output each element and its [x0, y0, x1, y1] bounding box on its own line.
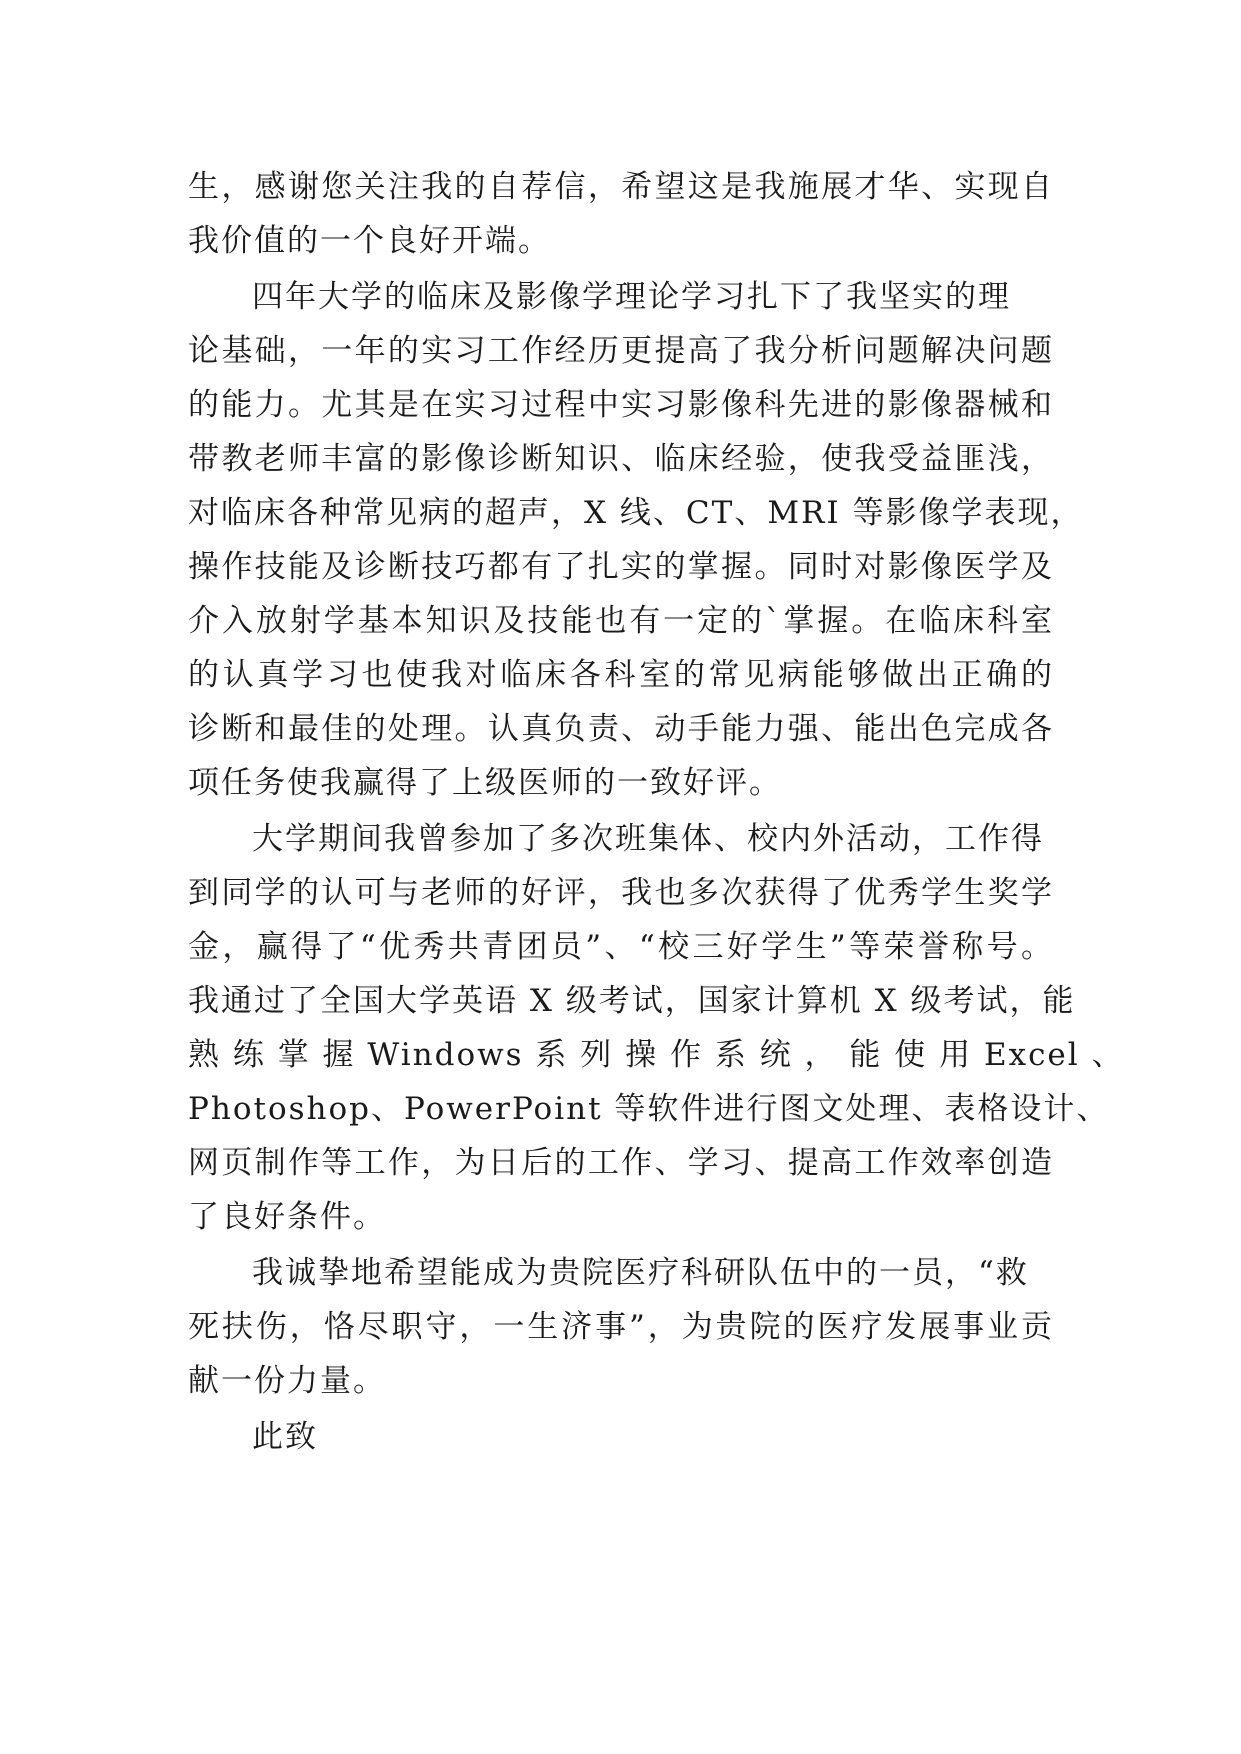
- paragraph-first-line: 四年大学的临床及影像学理论学习扎下了我坚实的理: [252, 279, 1011, 315]
- text-line: 我通过了全国大学英语 X 级考试，国家计算机 X 级考试，能: [188, 983, 1076, 1019]
- text-line: 项任务使我赢得了上级医师的一致好评。: [188, 765, 782, 801]
- text-line: 的能力。尤其是在实习过程中实习影像科先进的影像器械和: [188, 387, 1054, 423]
- closing-salutation: 此致: [252, 1419, 318, 1455]
- text-line: 熟 练 掌 握 Windows 系 列 操 作 系 统 ， 能 使 用 Excel 、: [188, 1037, 1125, 1073]
- text-line: 献一份力量。: [188, 1363, 386, 1399]
- text-line: 了良好条件。: [188, 1199, 386, 1235]
- text-line: 操作技能及诊断技巧都有了扎实的掌握。同时对影像医学及: [188, 549, 1054, 585]
- text-line: 介入放射学基本知识及技能也有一定的`掌握。在临床科室: [188, 603, 1054, 639]
- text-line: 带教老师丰富的影像诊断知识、临床经验，使我受益匪浅，: [188, 441, 1054, 477]
- text-line: 对临床各种常见病的超声，X 线、CT、MRI 等影像学表现，: [188, 495, 1084, 531]
- text-line: 论基础，一年的实习工作经历更提高了我分析问题解决问题: [188, 333, 1054, 369]
- text-line: 的认真学习也使我对临床各科室的常见病能够做出正确的: [188, 657, 1054, 693]
- text-line: 金，赢得了“优秀共青团员”、“校三好学生”等荣誉称号。: [188, 929, 1054, 965]
- paragraph-first-line: 大学期间我曾参加了多次班集体、校内外活动，工作得: [252, 821, 1044, 857]
- text-line: 到同学的认可与老师的好评，我也多次获得了优秀学生奖学: [188, 875, 1054, 911]
- paragraph-first-line: 我诚挚地希望能成为贵院医疗科研队伍中的一员，“救: [252, 1255, 1029, 1291]
- text-line: 生，感谢您关注我的自荐信，希望这是我施展才华、实现自: [188, 169, 1054, 205]
- text-line: 我价值的一个良好开端。: [188, 223, 551, 259]
- text-line: 死扶伤，恪尽职守，一生济事”，为贵院的医疗发展事业贡: [188, 1309, 1054, 1345]
- text-line: 诊断和最佳的处理。认真负责、动手能力强、能出色完成各: [188, 711, 1054, 747]
- text-line: Photoshop、PowerPoint 等软件进行图文处理、表格设计、: [188, 1091, 1110, 1127]
- text-line: 网页制作等工作，为日后的工作、学习、提高工作效率创造: [188, 1145, 1054, 1181]
